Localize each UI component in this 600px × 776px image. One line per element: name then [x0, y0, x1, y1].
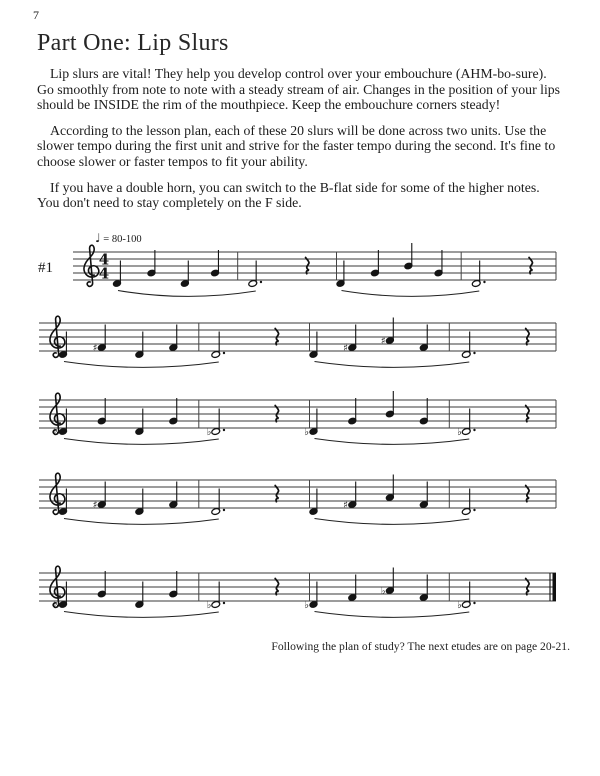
exercise-number-label: #1: [38, 260, 53, 276]
music-system-3: [37, 376, 562, 460]
dotted-half-note: [211, 489, 225, 516]
quarter-note: [385, 475, 394, 502]
music-system-2: [37, 299, 562, 383]
page-number: 7: [33, 8, 39, 22]
dotted-half-note: [207, 409, 226, 439]
slur: [342, 291, 480, 297]
music-system-5: [37, 549, 562, 633]
slur: [315, 362, 470, 368]
quarter-note: [93, 482, 107, 512]
quarter-note: [419, 575, 428, 602]
staff: [73, 252, 556, 280]
quarter-note: [180, 261, 189, 288]
quarter-note: [404, 243, 413, 270]
page-title: Part One: Lip Slurs: [37, 30, 229, 56]
slur: [315, 519, 470, 525]
quarter-note: [419, 398, 428, 425]
quarter-note: [304, 582, 318, 612]
flat-accidental-icon: ♭: [457, 427, 462, 439]
quarter-note: [343, 482, 357, 512]
slur: [64, 612, 219, 618]
paragraph-double-horn: If you have a double horn, you can switch to the B-flat side for some of the higher notes. You don't need to stay completely on the F side.: [37, 179, 540, 211]
time-signature-bottom: 4: [98, 264, 110, 283]
quarter-note: [113, 261, 122, 288]
quarter-note: [211, 250, 220, 277]
quarter-note: [304, 409, 318, 439]
final-barline-thick: [553, 573, 557, 601]
quarter-note: [135, 582, 144, 609]
flat-accidental-icon: ♭: [304, 427, 310, 439]
quarter-note: [97, 571, 106, 598]
flat-accidental-icon: ♭: [457, 600, 462, 612]
augmentation-dot: [473, 602, 475, 604]
quarter-note: [381, 318, 395, 348]
slur: [315, 612, 470, 618]
quarter-note: [59, 332, 68, 359]
dotted-half-note: [472, 261, 486, 288]
quarter-note: [169, 398, 178, 425]
quarter-note: [169, 482, 178, 509]
quarter-note: [336, 261, 345, 288]
dotted-half-note: [211, 332, 225, 359]
augmentation-dot: [223, 602, 225, 604]
flat-accidental-icon: ♭: [206, 600, 212, 612]
sharp-accidental-icon: ♯: [92, 500, 98, 512]
quarter-note: [371, 250, 380, 277]
dotted-half-note: [248, 261, 262, 288]
augmentation-dot: [473, 429, 475, 431]
staff: [39, 323, 556, 351]
dotted-half-note: [462, 489, 476, 516]
quarter-note: [381, 568, 395, 598]
quarter-note: [343, 325, 357, 355]
staff: [39, 480, 556, 508]
quarter-note: [59, 489, 68, 516]
slur: [64, 439, 219, 445]
slur: [315, 439, 470, 445]
quarter-note: [419, 325, 428, 352]
augmentation-dot: [223, 352, 225, 354]
quarter-note-icon: ♩: [95, 231, 101, 245]
quarter-note: [348, 575, 357, 602]
sharp-accidental-icon: ♯: [343, 343, 348, 355]
quarter-note: [135, 409, 144, 436]
quarter-note: [309, 489, 318, 516]
augmentation-dot: [473, 352, 475, 354]
augmentation-dot: [260, 281, 262, 283]
sharp-accidental-icon: ♯: [343, 500, 348, 512]
quarter-note: [147, 250, 156, 277]
dotted-half-note: [457, 409, 476, 439]
slur: [64, 362, 219, 368]
sharp-accidental-icon: ♯: [380, 336, 386, 348]
footer-note: Following the plan of study? The next etudes are on page 20-21.: [271, 640, 570, 653]
augmentation-dot: [473, 509, 475, 511]
augmentation-dot: [223, 509, 225, 511]
quarter-note: [169, 325, 178, 352]
paragraph-lip-slurs-vital: Lip slurs are vital! They help you develop control over your embouchure (AHM-bo-sure). Go smoothly from note to note with a steady stream of air. Changes in the position of your lips should be INSIDE the rim of the mouthpiece. Keep the embouchure corners steady!: [37, 66, 561, 113]
quarter-note: [169, 571, 178, 598]
augmentation-dot: [223, 429, 225, 431]
time-signature-top: 4: [98, 250, 110, 269]
augmentation-dot: [483, 281, 485, 283]
quarter-note: [309, 332, 318, 359]
dotted-half-note: [207, 582, 226, 612]
dotted-half-note: [457, 582, 476, 612]
quarter-note: [135, 332, 144, 359]
staff: [39, 573, 556, 601]
flat-accidental-icon: ♭: [304, 600, 310, 612]
quarter-note: [93, 325, 107, 355]
tempo-marking: ♩ = 80-100: [95, 231, 142, 245]
quarter-note: [419, 482, 428, 509]
sharp-accidental-icon: ♯: [92, 343, 98, 355]
quarter-note: [434, 250, 443, 277]
flat-accidental-icon: ♭: [206, 427, 212, 439]
flat-accidental-icon: ♭: [380, 586, 386, 598]
flat-accidental-icon: ♭: [53, 600, 59, 612]
flat-accidental-icon: ♭: [53, 427, 59, 439]
quarter-note: [97, 398, 106, 425]
slur: [118, 291, 256, 297]
quarter-note: [135, 489, 144, 516]
music-system-4: [37, 456, 562, 540]
paragraph-lesson-plan: According to the lesson plan, each of these 20 slurs will be done across two units. Use the slower tempo during the first unit and strive for the faster tempo during the second. It's fine to choose slower or faster tempos to fit your ability.: [37, 122, 556, 169]
slur: [64, 519, 219, 525]
quarter-note: [385, 391, 394, 418]
dotted-half-note: [462, 332, 476, 359]
quarter-note: [348, 398, 357, 425]
staff: [39, 400, 556, 428]
